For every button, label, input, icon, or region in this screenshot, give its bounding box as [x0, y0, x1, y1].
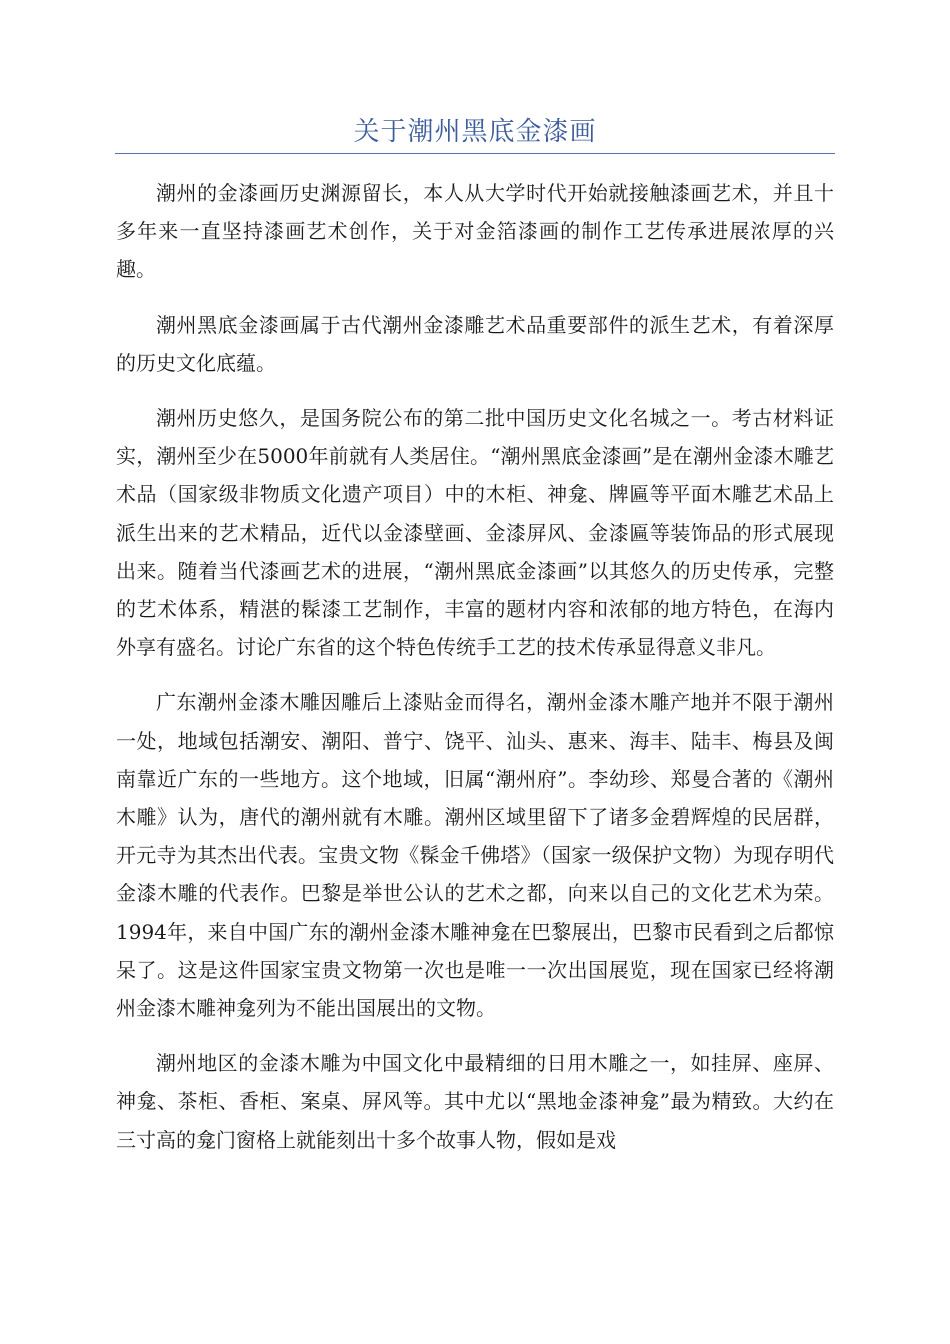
paragraph-5: 潮州地区的金漆木雕为中国文化中最精细的日用木雕之一，如挂屏、座屏、神龛、茶柜、香柜、案桌、屏风等。其中尤以“黑地金漆神龛”最为精致。大约在三寸高的龛门窗格上就能刻出十多个故事人物，假如是戏: [116, 1051, 834, 1152]
document-body: [116, 174, 834, 1176]
title-underline: [115, 153, 835, 154]
paragraph-1: 潮州的金漆画历史渊源留长，本人从大学时代开始就接触漆画艺术，并且十多年来一直坚持漆画艺术创作，关于对金箔漆画的制作工艺传承进展浓厚的兴趣。: [116, 181, 834, 282]
paragraph-2: 潮州黑底金漆画属于古代潮州金漆雕艺术品重要部件的派生艺术，有着深厚的历史文化底蕴。: [116, 312, 834, 375]
paragraph-3: 潮州历史悠久，是国务院公布的第二批中国历史文化名城之一。考古材料证实，潮州至少在5000年前就有人类居住。“潮州黑底金漆画”是在潮州金漆木雕艺术品（国家级非物质文化遗产项目）中的木柜、神龛、牌匾等平面木雕艺术品上派生出来的艺术精品，近代以金漆壁画、金漆屏风、金漆匾等装饰品的形式展现出来。随着当代漆画艺术的进展，“潮州黑底金漆画”以其悠久的历史传承，完整的艺术体系，精湛的髹漆工艺制作，丰富的题材内容和浓郁的地方特色，在海内外享有盛名。讨论广东省的这个特色传统手工艺的技术传承显得意义非凡。: [116, 406, 834, 660]
page-title: 关于潮州黑底金漆画: [353, 117, 597, 147]
paragraph-4: 广东潮州金漆木雕因雕后上漆贴金而得名，潮州金漆木雕产地并不限于潮州一处，地域包括潮安、潮阳、普宁、饶平、汕头、惠来、海丰、陆丰、梅县及闽南靠近广东的一些地方。这个地域，旧属“潮州府”。李幼珍、郑曼合著的《潮州木雕》认为，唐代的潮州就有木雕。潮州区域里留下了诸多金碧辉煌的民居群，开元寺为其杰出代表。宝贵文物《髹金千佛塔》（国家一级保护文物）为现存明代金漆木雕的代表作。巴黎是举世公认的艺术之都，向来以自己的文化艺术为荣。1994年，来自中国广东的潮州金漆木雕神龛在巴黎展出，巴黎市民看到之后都惊呆了。这是这件国家宝贵文物第一次也是唯一一次出国展览，现在国家已经将潮州金漆木雕神龛列为不能出国展出的文物。: [116, 690, 834, 1021]
